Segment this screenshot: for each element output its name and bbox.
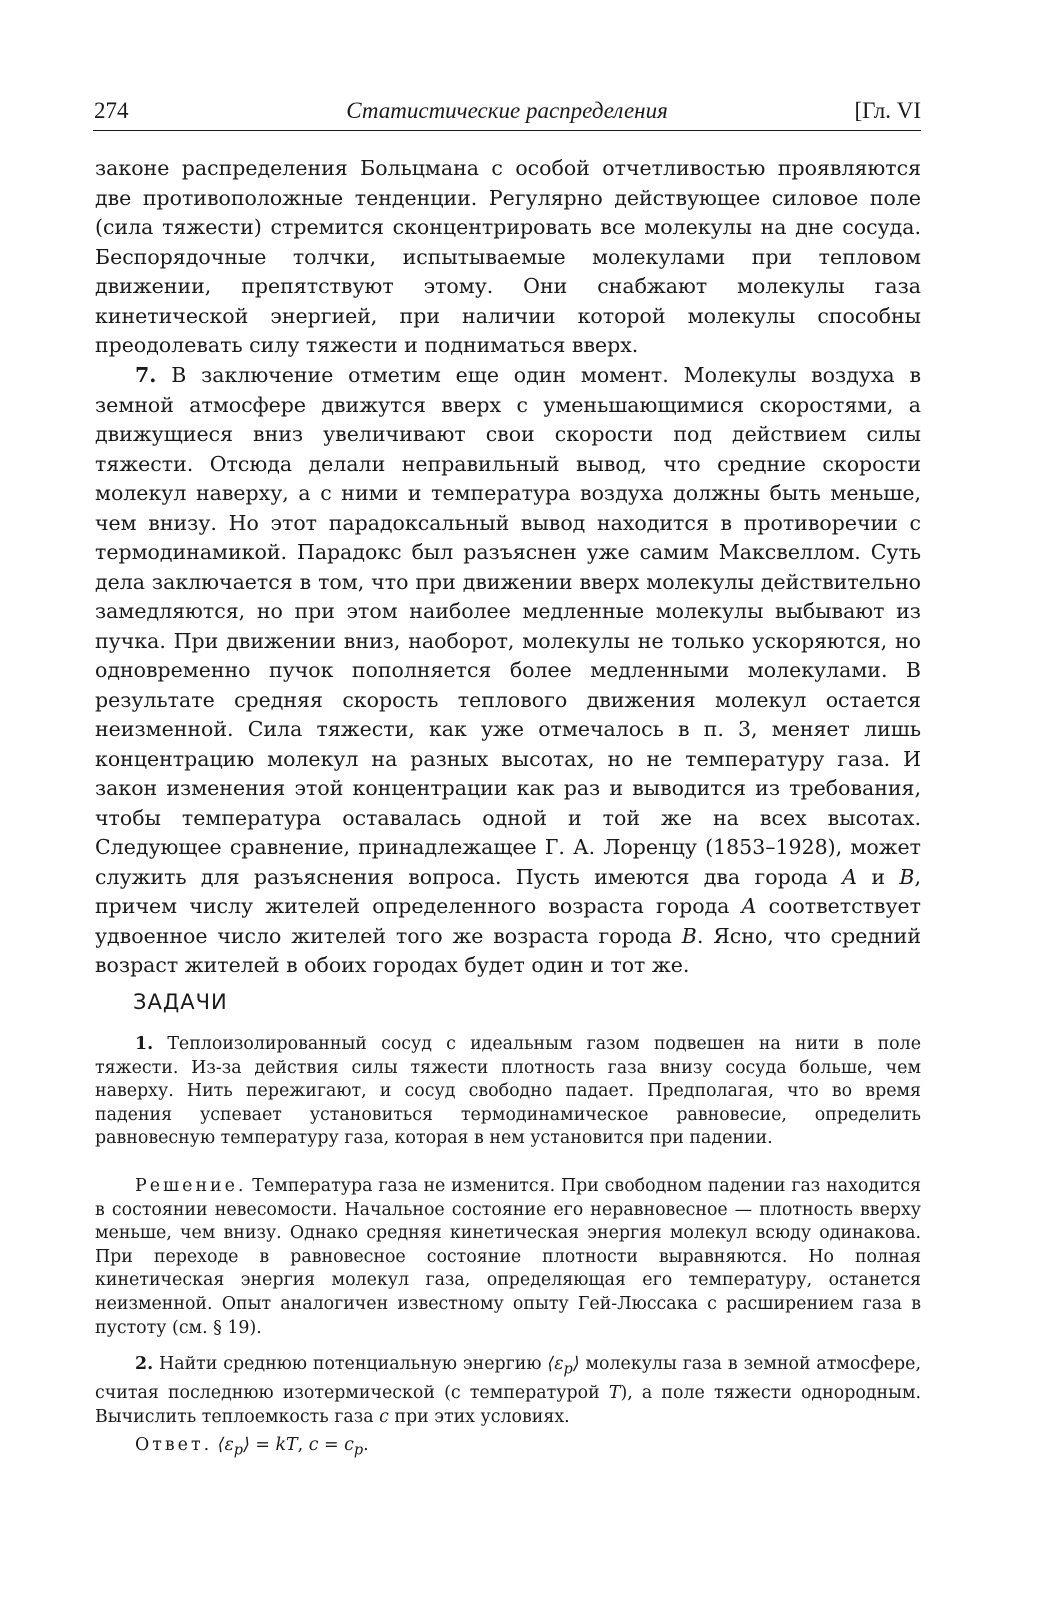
- math-part: ⟨ε: [547, 1354, 564, 1374]
- math-subscript: p: [233, 1442, 244, 1459]
- math-variable: B: [681, 923, 697, 948]
- paragraph-7: [95, 361, 921, 981]
- math-subscript: p: [353, 1442, 364, 1459]
- paragraph-text: и: [857, 864, 900, 889]
- answer-text: ,: [297, 1435, 309, 1455]
- math-part: ⟨ε: [217, 1435, 234, 1455]
- math-variable: A: [741, 894, 757, 918]
- math-variable: B: [899, 864, 915, 889]
- section-heading: ЗАДАЧИ: [133, 990, 228, 1014]
- chapter-reference: [Гл. VI: [854, 98, 921, 123]
- problem-text: молекулы газа в земной атмосфере, считая последнюю изотермической (с температурой: [95, 1354, 921, 1404]
- math-subscript: p: [563, 1361, 573, 1378]
- math-expression: [217, 1435, 298, 1459]
- problem-1: [95, 1033, 921, 1151]
- answer-2: [95, 1434, 921, 1463]
- problem-text: Теплоизолированный сосуд с идеальным газом подвешен на нити в поле тяжести. Из-за действия силы тяжести плотность газа внизу сосуда больше, чем наверху. Нить пережигают, и сосуд свободно падает. Предполагая, что во время падения успевает установиться термодинамическое равновесие, определить равновесную температуру газа, которая в нем установится при падении.: [95, 1034, 921, 1149]
- math-part: ⟩: [572, 1354, 580, 1374]
- problem-number: 2.: [135, 1354, 154, 1374]
- problem-number: 1.: [135, 1034, 154, 1054]
- page-number: 274: [94, 98, 129, 123]
- math-expression: [547, 1354, 580, 1378]
- paragraph-number: 7.: [135, 363, 157, 387]
- solution-text: Температура газа не изменится. При свободном падении газ находится в состоянии невесомости. Начальное состояние его неравновесное — плотность вверху меньше, чем внизу. Однако средняя кинетическая энергия молекул всюду одинакова. При переходе в равновесное состояние плотности выравняются. Но полная кинетическая энергия молекул газа, определяющая его температуру, останется неизменной. Опыт аналогичен известному опыту Гей-Люссака с расширением газа в пустоту (см. § 19).: [95, 1176, 921, 1338]
- paragraph-text: . Ясно, что средний возраст жителей в обоих городах будет один и тот же.: [95, 923, 922, 977]
- solution-1: [95, 1175, 921, 1340]
- math-expression: [308, 1435, 364, 1459]
- problem-text: Найти среднюю потенциальную энергию: [153, 1354, 548, 1374]
- math-part: c = c: [308, 1435, 354, 1455]
- math-variable: c: [379, 1406, 389, 1427]
- paragraph-text: соответствует удвоенное число жителей того же возраста города: [95, 894, 921, 948]
- math-part: ⟩ = kT: [243, 1435, 298, 1455]
- math-variable: A: [842, 864, 858, 889]
- answer-label: Ответ.: [135, 1435, 213, 1455]
- paragraph-text: , причем числу жителей определенного возраста города: [95, 864, 922, 918]
- problem-text: при этих условиях.: [388, 1406, 570, 1427]
- running-title: Статистические распределения: [346, 98, 668, 123]
- problem-text: ), а поле тяжести однородным. Вычислить теплоемкость газа: [95, 1383, 921, 1427]
- running-header: [93, 96, 921, 131]
- paragraph-text: В заключение отметим еще один момент. Молекулы воздуха в земной атмосфере движутся вверх с уменьшающимися скоростями, а движущиеся вниз увеличивают свои скорости под действием силы тяжести. Отсюда делали неправильный вывод, что средние скорости молекул наверху, а с ними и температура воздуха должны быть меньше, чем внизу. Но этот парадоксальный вывод находится в противоречии с термодинамикой. Парадокс был разъяснен уже самим Максвеллом. Суть дела заключается в том, что при движении вверх молекулы действительно замедляются, но при этом наиболее медленные молекулы выбывают из пучка. При движении вниз, наоборот, молекулы не только ускоряются, но одновременно пучок пополняется более медленными молекулами. В результате средняя скорость теплового движения молекул остается неизменной. Сила тяжести, как уже отмечалось в п. 3, меняет лишь концентрацию молекул на разных высотах, но не температуру газа. И закон изменения этой концентрации как раз и выводится из требования, чтобы температура оставалась одной и той же на всех высотах. Следующее сравнение, принадлежащее Г. А. Лоренцу (1853–1928), может служить для разъяснения вопроса. Пусть имеются два города: [95, 363, 921, 889]
- math-variable: T: [608, 1383, 621, 1404]
- paragraph-continuation: законе распределения Больцмана с особой отчетливостью проявляются две противоположные тенденции. Регулярно действующее силовое поле (сила тяжести) стремится сконцентрировать все молекулы на дне сосуда. Беспорядочные толчки, испытываемые молекулами при тепловом движении, препятствуют этому. Они снабжают молекулы газа кинетической энергией, при наличии которой молекулы способны преодолевать силу тяжести и подниматься вверх.: [95, 156, 921, 357]
- problem-2: [95, 1353, 921, 1429]
- solution-label: Решение.: [135, 1176, 247, 1196]
- answer-text: .: [363, 1435, 369, 1455]
